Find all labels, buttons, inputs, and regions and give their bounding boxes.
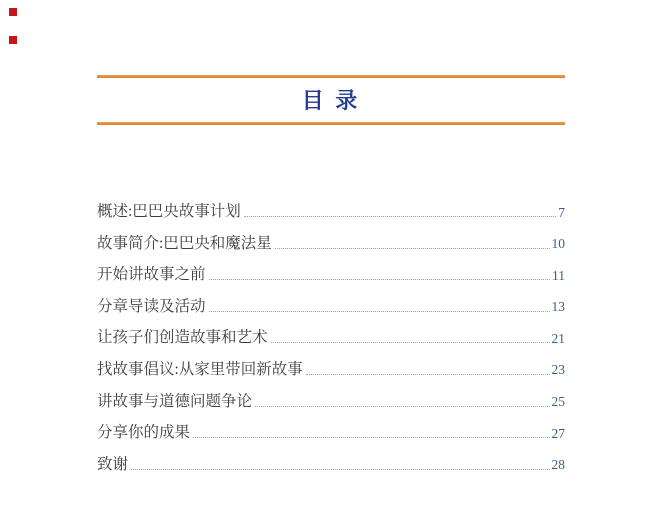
toc-entry-label: 故事简介:巴巴央和魔法星 [97,234,272,252]
red-square-marker-icon [9,8,17,16]
toc-entry-label: 找故事倡议:从家里带回新故事 [97,360,303,378]
toc-page-number: 21 [551,330,565,346]
toc-entry[interactable] [97,424,565,441]
toc-dotted-leader [244,216,556,217]
toc-dotted-leader [306,374,550,375]
toc-dotted-leader [131,469,549,470]
bottom-divider [97,122,565,125]
red-square-marker-icon [9,36,17,44]
toc-page-number: 23 [551,362,565,378]
toc-entry[interactable] [97,266,565,283]
toc-entry[interactable] [97,361,565,378]
toc-entry-label: 讲故事与道德问题争论 [97,392,253,410]
toc-dotted-leader [271,342,550,343]
toc-entry-label: 分章导读及活动 [97,297,206,315]
toc-list [97,203,565,487]
toc-dotted-leader [193,437,549,438]
toc-page-number: 25 [551,394,565,410]
toc-entry[interactable] [97,203,565,220]
toc-entry[interactable] [97,456,565,473]
toc-entry-label: 概述:巴巴央故事计划 [97,203,241,220]
toc-page-number: 28 [551,457,565,473]
toc-entry-label: 分享你的成果 [97,424,191,442]
toc-dotted-leader [255,406,549,407]
toc-entry[interactable] [97,235,565,252]
toc-page-number: 7 [558,204,565,220]
toc-entry[interactable] [97,298,565,315]
toc-page-number: 11 [552,267,565,283]
toc-entry[interactable] [97,329,565,346]
toc-page-number: 13 [551,299,565,315]
toc-entry-label: 开始讲故事之前 [97,266,206,284]
toc-dotted-leader [209,279,550,280]
toc-entry-label: 让孩子们创造故事和艺术 [97,329,268,347]
toc-page-number: 27 [551,425,565,441]
toc-page-number: 10 [551,236,565,252]
toc-dotted-leader [209,311,550,312]
toc-dotted-leader [275,248,550,249]
toc-entry-label: 致谢 [97,455,129,473]
top-divider [97,75,565,78]
toc-entry[interactable] [97,393,565,410]
page-title: 目 录 [301,88,361,113]
